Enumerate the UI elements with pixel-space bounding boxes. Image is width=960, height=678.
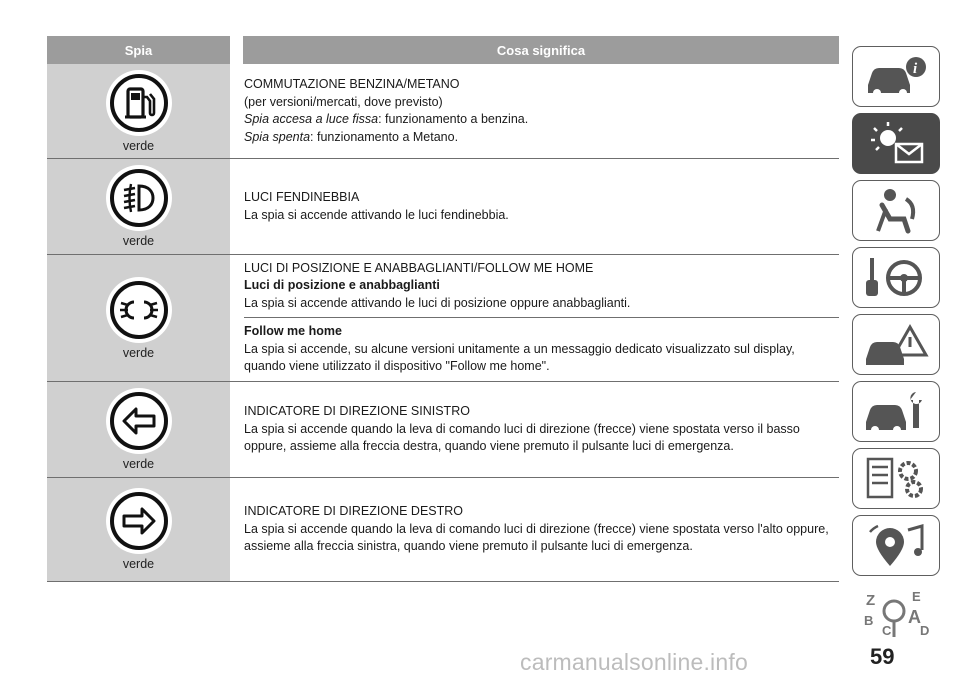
chapter-tabs (852, 46, 940, 649)
description-note: (per versioni/mercati, dove previsto) (244, 94, 443, 109)
tab-safety[interactable] (852, 180, 940, 241)
tab-starting[interactable] (852, 247, 940, 308)
svg-text:A: A (908, 606, 921, 627)
table-row (47, 255, 839, 382)
description-title: INDICATORE DI DIREZIONE DESTRO (244, 504, 464, 519)
lamp-cell (47, 159, 230, 254)
tab-maintenance[interactable] (852, 381, 940, 442)
lamp-color: verde (122, 345, 155, 360)
tab-emergency[interactable] (852, 314, 940, 375)
table-header (47, 36, 839, 64)
description-title: LUCI DI POSIZIONE E ANABBAGLIANTI/FOLLOW ME HOME (244, 260, 594, 275)
description-cell (230, 64, 839, 158)
description-cell (230, 159, 839, 254)
table-row (47, 478, 839, 582)
front-fog-light-icon (106, 165, 172, 231)
car-wrench-icon (860, 386, 932, 438)
table-row (47, 64, 839, 159)
lamp-color: verde (122, 234, 155, 248)
description-cell (230, 478, 839, 581)
description-subtitle (244, 323, 839, 341)
description-cell (230, 382, 839, 477)
tab-car-info[interactable] (852, 46, 940, 107)
tab-index[interactable] (852, 582, 940, 643)
header-spia: Spia (124, 42, 153, 58)
seat-airbag-icon (860, 185, 932, 237)
svg-text:E: E (912, 588, 921, 604)
checklist-gears-icon (860, 453, 932, 505)
lamp-cell (47, 478, 230, 581)
description-cell (230, 255, 839, 381)
svg-text:i: i (913, 60, 918, 77)
lamp-cell (47, 255, 230, 381)
table-row (47, 159, 839, 255)
lamp-color: verde (122, 138, 155, 153)
watermark: carmanualsonline.info (520, 649, 748, 675)
car-info-icon (860, 51, 932, 103)
car-crash-warning-icon (860, 319, 932, 371)
description-text: La spia si accende attivando le luci di posizione oppure anabbaglianti. (244, 295, 631, 310)
warning-light-envelope-icon (860, 118, 932, 170)
left-turn-arrow-icon (106, 388, 172, 454)
description-title: INDICATORE DI DIREZIONE SINISTRO (244, 404, 470, 419)
right-turn-arrow-icon (106, 488, 172, 554)
warning-lights-table (47, 36, 839, 582)
svg-text:C: C (882, 622, 892, 638)
lamp-color: verde (122, 557, 155, 571)
satnav-music-icon (860, 520, 932, 572)
description-text: assieme alla freccia sinistra, quando viene premuto il pulsante luci di emergenza. (244, 539, 693, 554)
tab-warning-lights[interactable] (852, 113, 940, 174)
description-text: La spia si accende, su alcune versioni unitamente a un messaggio dedicato visualizzato sul display, (244, 341, 795, 356)
subtitle-text: Follow me home (244, 324, 342, 339)
svg-text:B: B (864, 612, 874, 628)
description-text: : funzionamento a benzina. (378, 112, 529, 126)
lamp-cell (47, 382, 230, 477)
description-subtitle (244, 277, 839, 295)
description-line (244, 129, 839, 147)
description-text: oppure, assieme alla freccia destra, quando viene premuto il pulsante luci di emergenza. (244, 439, 734, 454)
svg-text:D: D (920, 622, 930, 638)
emphasis-text: Spia accesa a luce fissa (244, 112, 379, 126)
header-cosa-significa: Cosa significa (230, 36, 839, 64)
description-title: LUCI FENDINEBBIA (244, 190, 360, 204)
position-lights-icon (106, 277, 172, 343)
description-section (244, 255, 839, 317)
subtitle-text: Luci di posizione e anabbaglianti (244, 278, 440, 293)
description-section (244, 317, 839, 381)
page-number: 59 (870, 644, 895, 669)
description-text: La spia si accende quando la leva di comando luci di direzione (frecce) viene spostata verso l'alto oppure, (244, 521, 829, 536)
key-steering-wheel-icon (860, 252, 932, 304)
tab-multimedia[interactable] (852, 515, 940, 576)
svg-text:Z: Z (866, 591, 876, 609)
alphabetical-index-icon (860, 587, 932, 639)
emphasis-text: Spia spenta (244, 129, 311, 144)
description-text: quando viene utilizzato il dispositivo "Follow me home". (244, 359, 550, 374)
fuel-pump-gauge-icon (106, 70, 172, 136)
description-text: La spia si accende quando la leva di comando luci di direzione (frecce) viene spostata verso il basso (244, 421, 800, 436)
description-line (244, 111, 839, 129)
lamp-color: verde (122, 457, 155, 471)
table-row (47, 382, 839, 478)
description-text: : funzionamento a Metano. (310, 129, 459, 144)
description-text: La spia si accende attivando le luci fendinebbia. (244, 207, 509, 222)
lamp-cell (47, 64, 230, 158)
description-title: COMMUTAZIONE BENZINA/METANO (244, 77, 460, 91)
tab-technical-data[interactable] (852, 448, 940, 509)
